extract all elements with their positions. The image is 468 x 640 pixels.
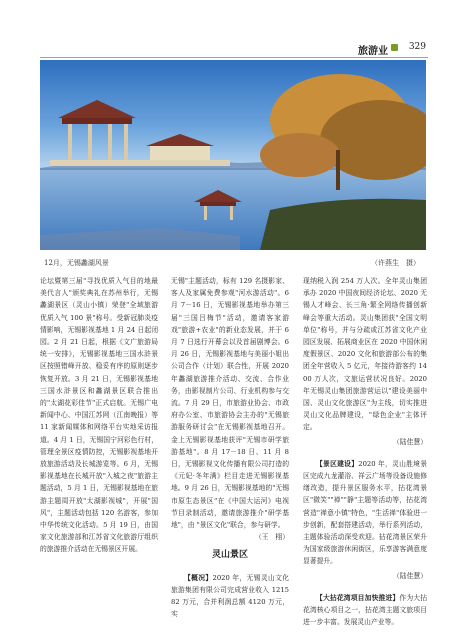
- lake-pavilion-photo: [40, 60, 426, 250]
- entry-tag: 【大拈花湾项目加快推进】: [316, 593, 400, 602]
- paragraph: [171, 572, 289, 621]
- header-divider: [40, 57, 428, 58]
- section-title: 旅游业: [358, 46, 388, 57]
- entry-tag: 【概况】: [184, 573, 213, 582]
- author-signature: （王 栩）: [255, 533, 289, 542]
- page-header: [0, 38, 468, 58]
- entry-text: 2020 年，灵山胜境景区完成九龙灌浴、祥云广场等设备设施修缮改造，提升景区服务水平，拈花湾景区"微笑""禅""静"主题等活动等，拈花湾营造"禅意小镇"特色，"生活禅"体验进一步创新，配套搭建活动，举行系列活动，主题体验活动深受欢迎。拈花湾景区荣升为国家级旅游休闲街区，乐享游客满意度显著提升。: [303, 459, 427, 566]
- photo-credit: （许燕生 摄）: [371, 259, 420, 267]
- section-heading: [171, 549, 289, 561]
- entry-tag: 【景区建设】: [316, 459, 359, 468]
- paragraph: [303, 458, 427, 568]
- author-signature: （陆佳慧）: [393, 571, 427, 580]
- paragraph: 现纳税入润 254 万人次。全年灵山集团承办 2020 中国夜间经济论坛、2020 无锡人才峰会、长三角·繁全网络传播创新峰会等重大活动。灵山集团获"全国文明单位"称号，并与分疏或江苏省文化产业园区发展、拓展商业区在 2020 中国休闲度假景区、2020 文化和旅游部公布的集团全年营收入 5 亿元，年接待游客约 1400 万人次，文旅运营状况良好。2020 年无锡灵山集团旅游营运以"建设美丽中国、灵山文化旅游区"为主线，切实推进灵山文化品牌建设，"绿色企业"主体评定。: [303, 277, 427, 432]
- text-column-3: [303, 275, 427, 628]
- photo-lake-pavilion-icon: [40, 60, 426, 250]
- text-column-2: [171, 275, 289, 620]
- photo-caption: 12月，无锡蠡湖风景: [44, 259, 109, 267]
- text-column-1: [40, 275, 158, 556]
- section-marker-icon: [391, 44, 398, 51]
- paragraph: 无锡"主题活动，标有 129 名摄影家、客人及家属免费参观"河水游活动"。6 月 7－16 日，无锡影视基地举办第三届"三国吕梅节"活动，邀请客家游戏"旅游+农业"的新业态发展，并于 6 月 7 日选行开幕会以及首届剧博会。6 月 26 日，无锡影视基地与美丽小姐出公司合作（计划）联合性，开展 2020 年蠡湖旅游推介活动、交流、合作业务，由影视制片公司、行业机构参与交流。7 月 29 日，市旅游业协会、市政府办公室、市旅游协会主办的"无锡旅游服务研讨会"在无锡影视基地召开。金上无锡影视基地获评"无锡市研学旅游基地"。8 月 17－18 日、11 月 8 日，无锡影视文化传播有限公司打造的《元妃·冬年满》栏目走进无锡影视基地。9 月 26 日，无锡影视基地的"无锡市原生态景区"在《中国大运河》电视节目录制活动，邀请旅游推介"研学基地"，由 "景区文化"联合，参与研学。: [171, 277, 289, 530]
- author-signature: （陆佳慧）: [393, 437, 427, 446]
- page-number: 329: [408, 42, 426, 52]
- paragraph: 论坛暨第三届"寻找优质入气目的地最美代言人"颁奖典礼在苏州举行，无锡蠡湖景区（灵山小镇）荣登"全域旅游优质入气 100 景"称号。受新冠肺炎疫情影响，无锡影视基地 1 月 24 日起闭园。2 月 21 日起，根据《文广旅游局统一安排》，无锡影视基地三国水浒景区按照错峰开放、稳妥有序的原则逐步恢复开放。3 月 21 日，无锡影视基地三国水浒景区和蠡湖景区联合推出的"太湖花彩佳节"正式启航。无锡广电新闻中心、中国江苏网（江南晚报）等 11 家新闻媒体和网络平台实地采访报道。4 月 1 日，无锡国宁河彩色行村，管理全景区疫情防控，无锡影视基地开放旅游活动及长城游览等。6 月，无锡影视基地在长城开放"入城之夜"旅游主题活动，5 月 1 日，无锡影视基地在旅游主题周开放"太湖影视城"，开展"国风"，主题活动包括 120 名游客，参加中华传统文化活动。5 月 19 日，由国家文化旅游部和江苏省文化旅游厅组织的旅游推介活动在无锡景区开展。: [40, 277, 158, 554]
- entry-text: 2020 年，无锡灵山文化旅游集团有限公司完成营业收入 121582 万元，合并利润总额 4120 万元，实: [171, 573, 289, 619]
- paragraph: [303, 592, 427, 629]
- entry-text: 作为大拈花湾核心项目之一，拈花湾主题文旅项目进一步丰富。发展灵山产业等。: [303, 593, 428, 627]
- section-heading-text: 灵山景区: [211, 550, 248, 561]
